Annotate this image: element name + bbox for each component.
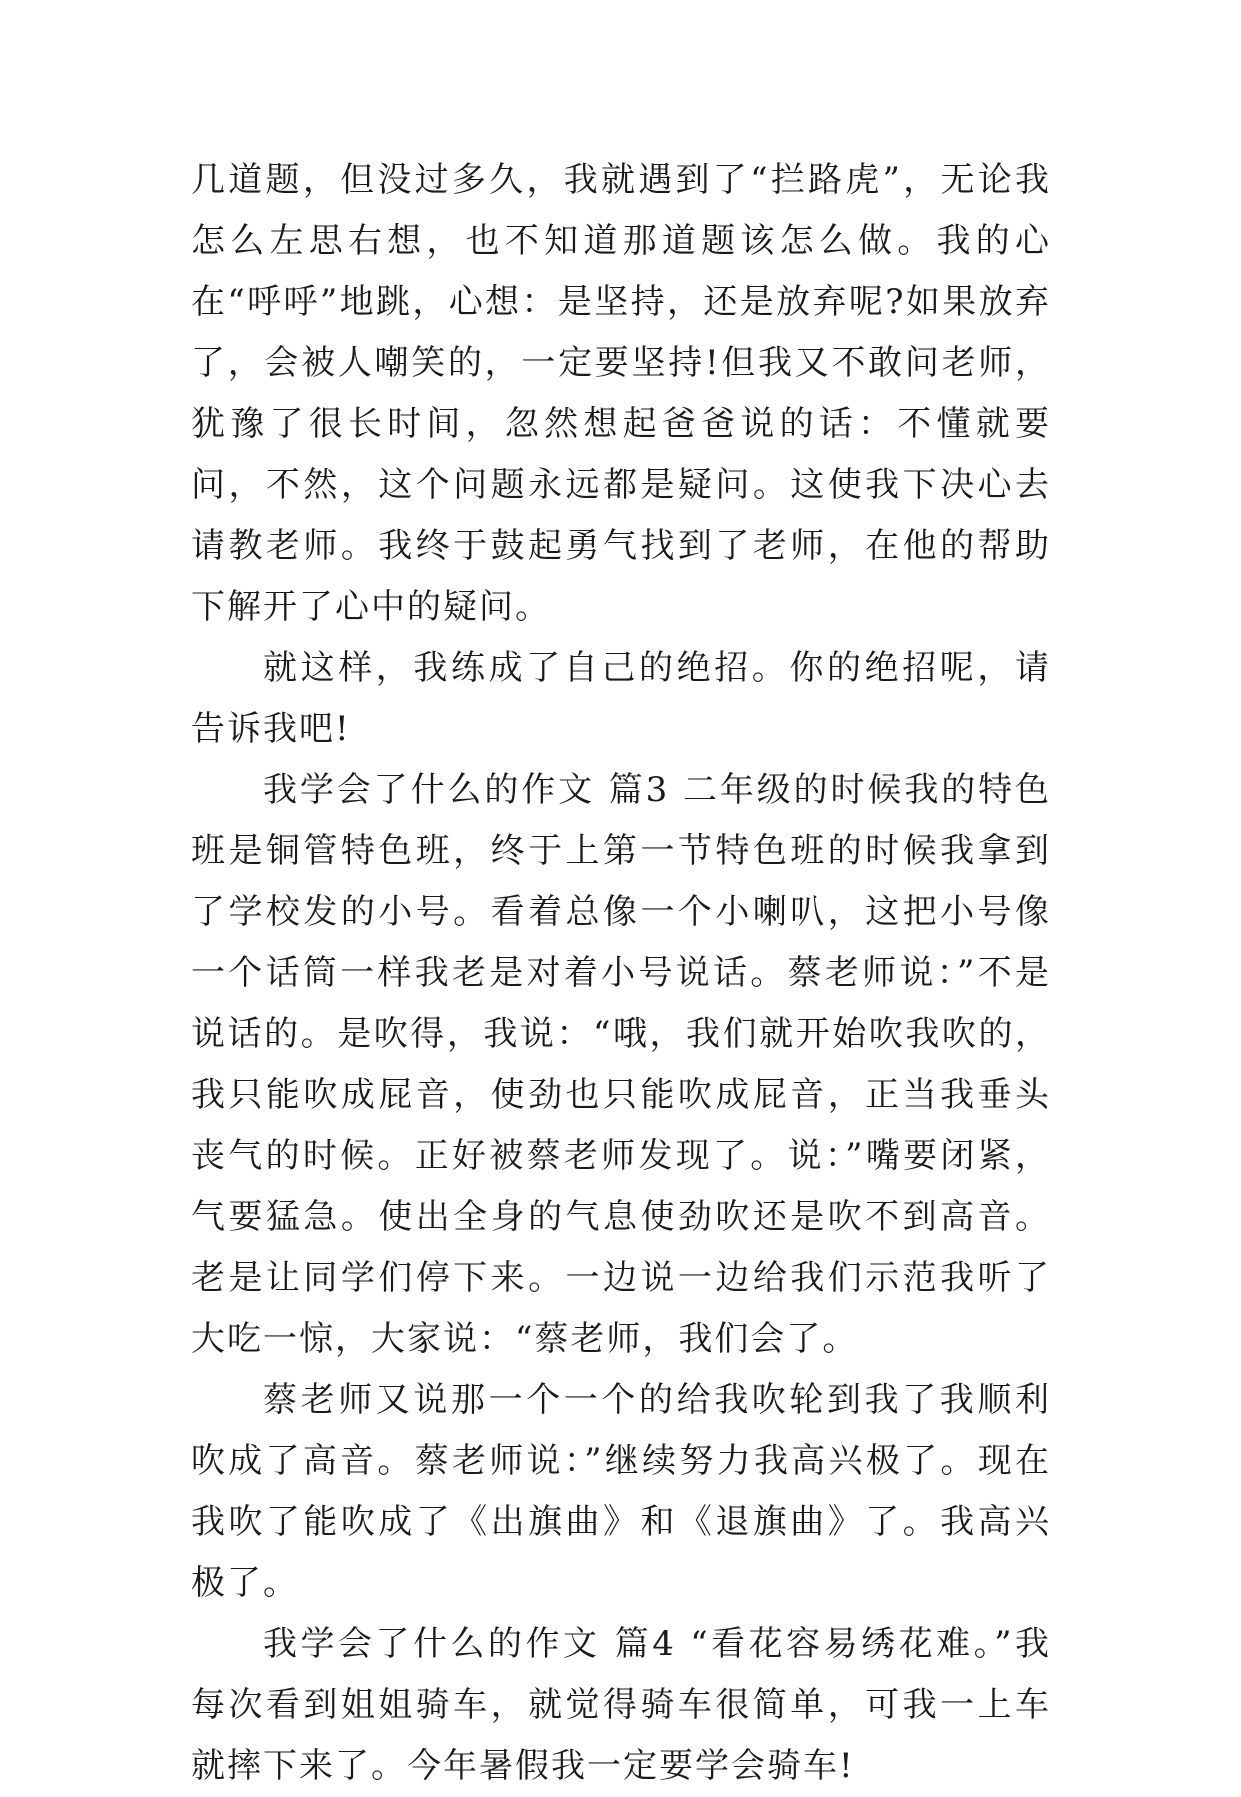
paragraph-essay-3-end: 蔡老师又说那一个一个的给我吹轮到我了我顺利吹成了高音。蔡老师说：”继续努力我高兴极了。现在我吹了能吹成了《出旗曲》和《退旗曲》了。我高兴极了。	[191, 1380, 1051, 1603]
paragraph-essay-4-start: 我学会了什么的作文 篇4 “看花容易绣花难。”我每次看到姐姐骑车，就觉得骑车很简单，可我一上车就摔下来了。今年暑假我一定要学会骑车!	[191, 1624, 1051, 1786]
document-body	[191, 150, 1051, 1797]
paragraph-continued: 几道题，但没过多久，我就遇到了“拦路虎”，无论我怎么左思右想，也不知道那道题该怎么做。我的心在“呼呼”地跳，心想：是坚持，还是放弃呢?如果放弃了，会被人嘲笑的，一定要坚持!但我又不敢问老师，犹豫了很长时间，忽然想起爸爸说的话：不懂就要问，不然，这个问题永远都是疑问。这使我下决心去请教老师。我终于鼓起勇气找到了老师，在他的帮助下解开了心中的疑问。	[191, 160, 1051, 627]
paragraph-essay-3-start: 我学会了什么的作文 篇3 二年级的时候我的特色班是铜管特色班，终于上第一节特色班的时候我拿到了学校发的小号。看着总像一个小喇叭，这把小号像一个话筒一样我老是对着小号说话。蔡老师说：”不是说话的。是吹得，我说：“哦，我们就开始吹我吹的，我只能吹成屁音，使劲也只能吹成屁音，正当我垂头丧气的时候。正好被蔡老师发现了。说：”嘴要闭紧，气要猛急。使出全身的气息使劲吹还是吹不到高音。老是让同学们停下来。一边说一边给我们示范我听了大吃一惊，大家说：“蔡老师，我们会了。	[191, 770, 1051, 1359]
paragraph-conclusion: 就这样，我练成了自己的绝招。你的绝招呢，请告诉我吧!	[191, 648, 1051, 749]
